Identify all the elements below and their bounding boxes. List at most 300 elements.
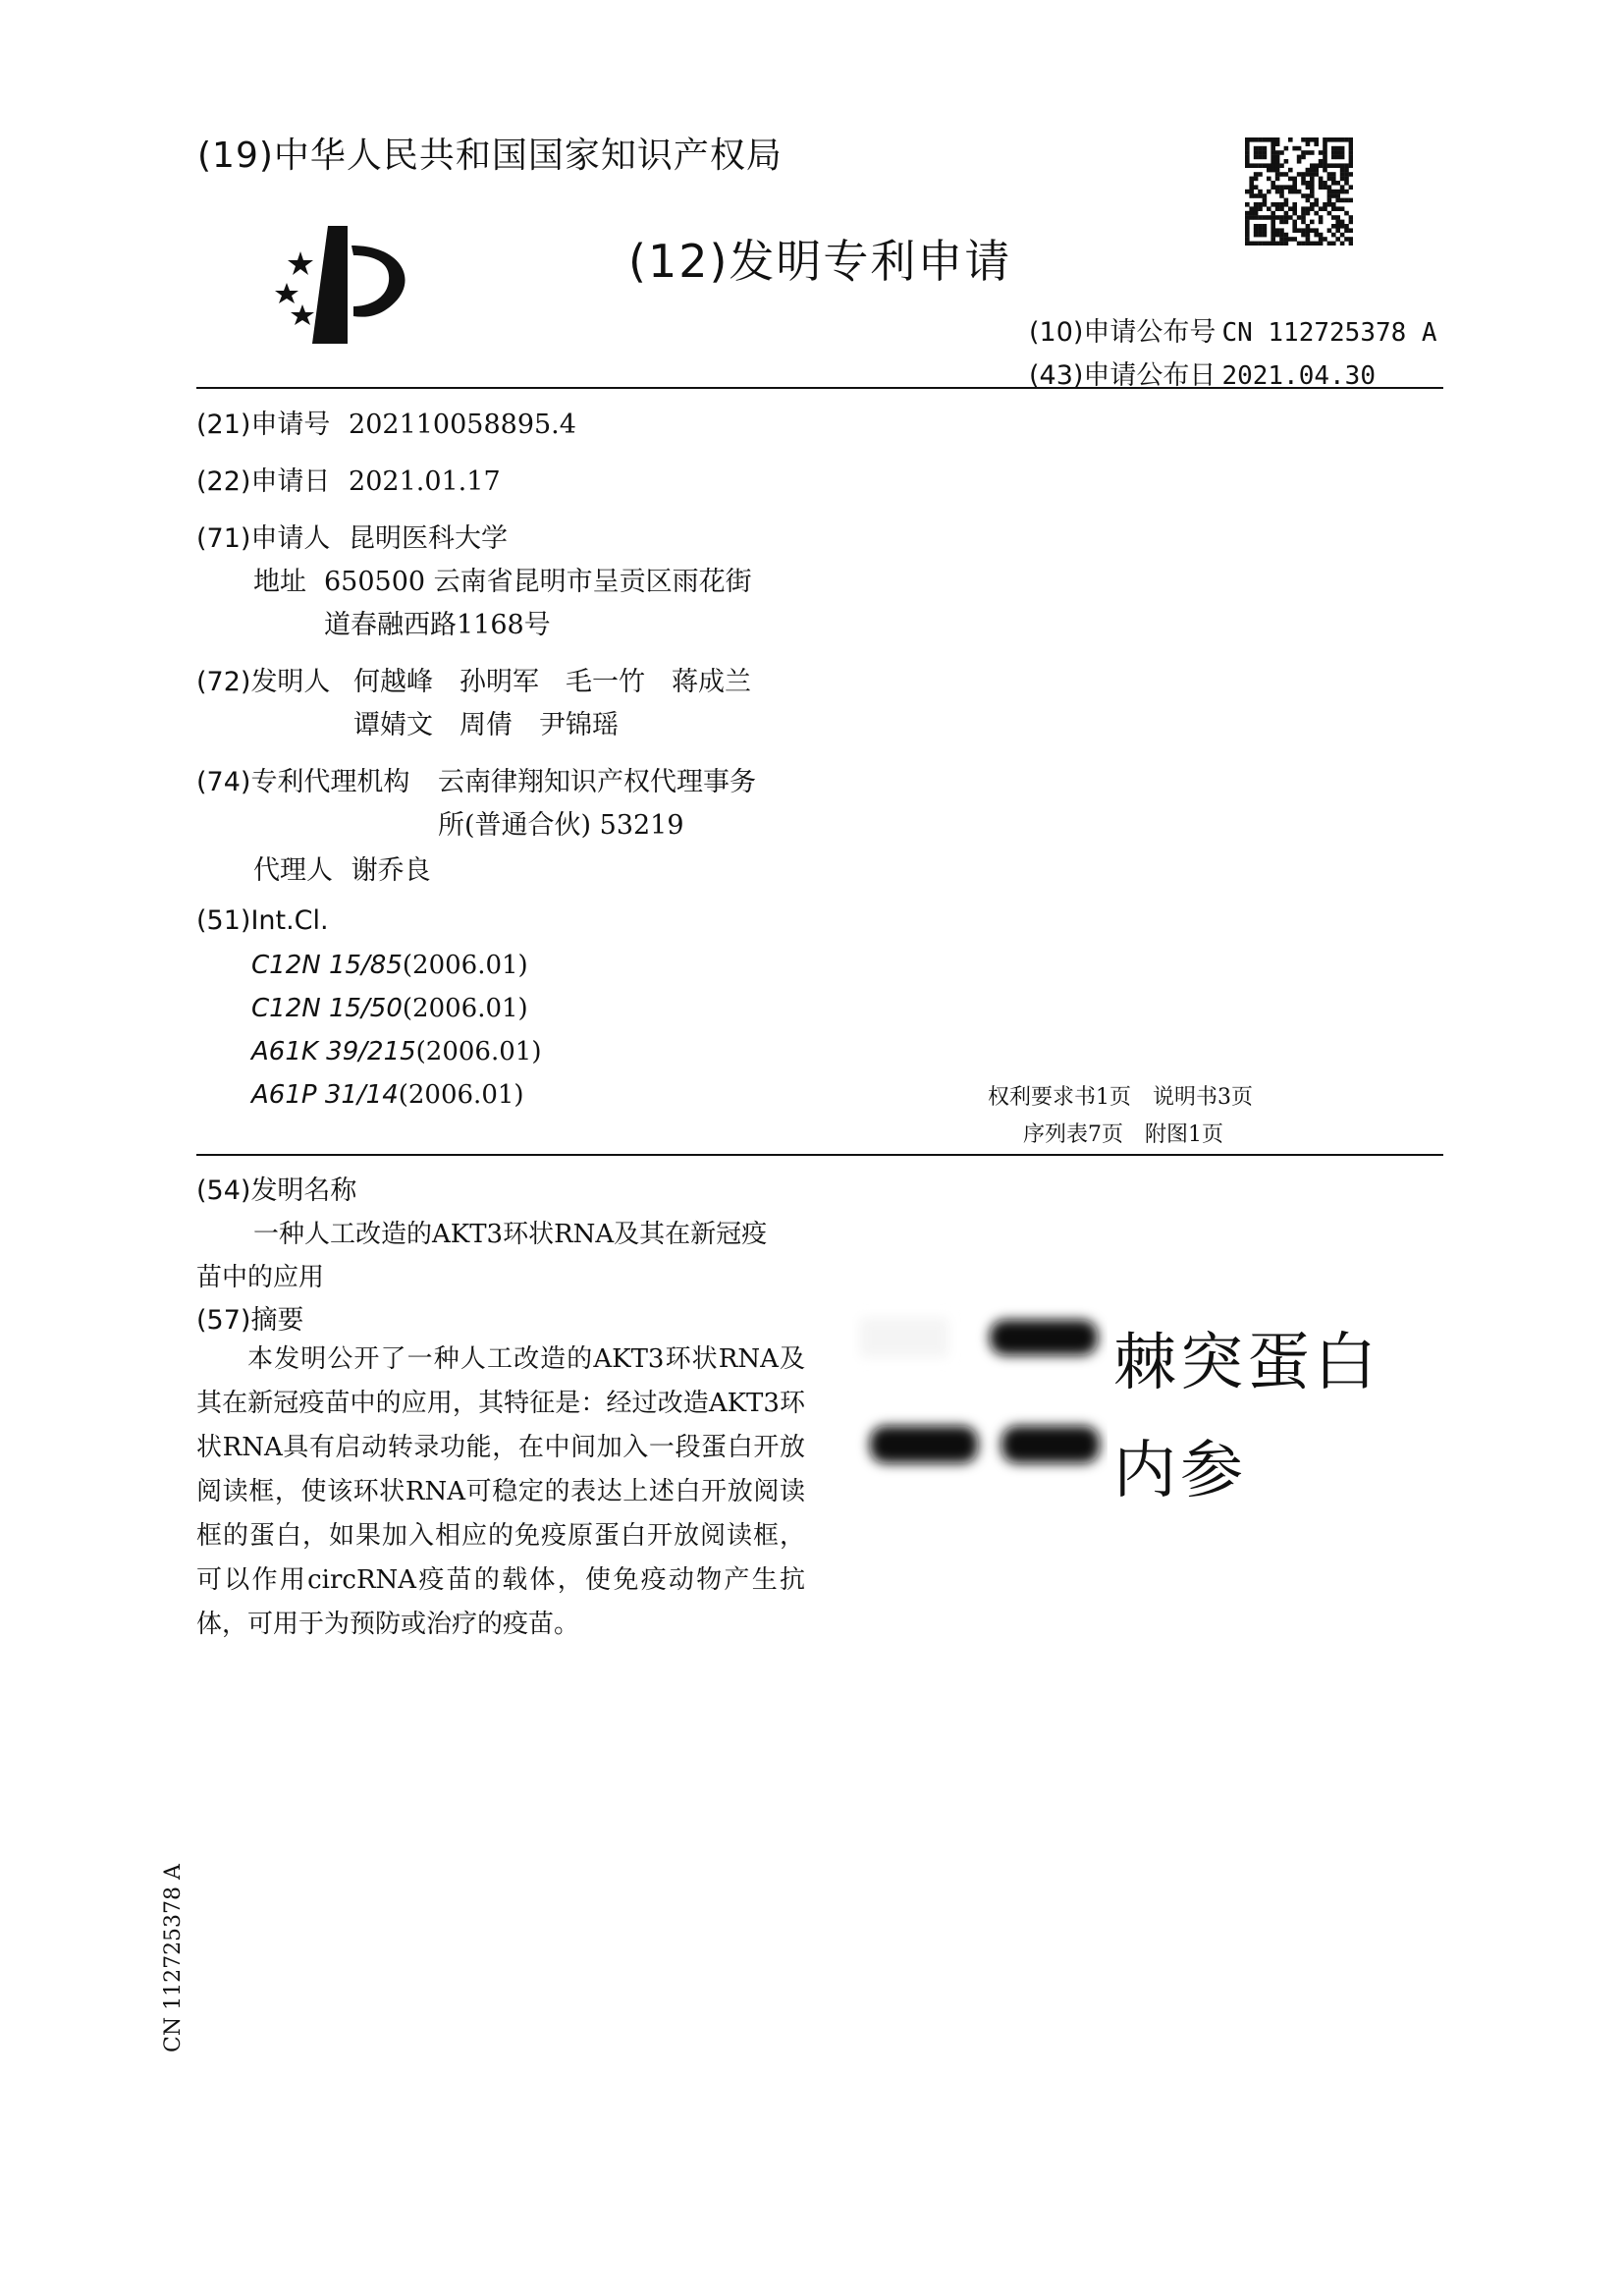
qr-module: [1292, 185, 1297, 190]
qr-module: [1267, 190, 1271, 194]
qr-module: [1267, 168, 1271, 173]
qr-module: [1258, 155, 1263, 160]
qr-module: [1275, 141, 1280, 146]
qr-module: [1314, 242, 1319, 246]
qr-module: [1310, 185, 1315, 190]
qr-module: [1263, 198, 1268, 203]
qr-module: [1327, 137, 1332, 142]
qr-module: [1279, 242, 1284, 246]
qr-module: [1297, 228, 1302, 233]
field-label: 摘要: [250, 1305, 304, 1336]
qr-module: [1349, 141, 1353, 146]
qr-module: [1245, 237, 1250, 242]
qr-module: [1344, 198, 1349, 203]
qr-module: [1292, 224, 1297, 229]
qr-module: [1275, 190, 1280, 194]
qr-module: [1249, 185, 1254, 190]
qr-module: [1301, 177, 1306, 182]
qr-module: [1319, 220, 1324, 225]
qr-module: [1310, 177, 1315, 182]
blot-band: [990, 1320, 1098, 1355]
qr-module: [1349, 198, 1353, 203]
qr-module: [1267, 242, 1271, 246]
qr-module: [1349, 150, 1353, 155]
qr-module: [1323, 137, 1327, 142]
inventors-line-1: 何越峰 孙明军 毛一竹 蒋成兰: [353, 667, 751, 697]
qr-module: [1271, 211, 1275, 216]
address-line-2: 道春融西路1168号: [324, 610, 551, 640]
qr-module: [1249, 181, 1254, 186]
qr-module: [1323, 206, 1327, 211]
qr-module: [1344, 228, 1349, 233]
agency-line-2: 所(普通合伙) 53219: [438, 810, 684, 841]
qr-module: [1275, 177, 1280, 182]
qr-module: [1279, 150, 1284, 155]
qr-module: [1335, 190, 1340, 194]
qr-module: [1297, 172, 1302, 177]
qr-module: [1327, 177, 1332, 182]
qr-module: [1335, 237, 1340, 242]
qr-module: [1263, 224, 1268, 229]
qr-module: [1310, 193, 1315, 198]
qr-module: [1310, 202, 1315, 207]
qr-module: [1263, 137, 1268, 142]
qr-module: [1340, 190, 1345, 194]
qr-module: [1254, 150, 1259, 155]
qr-module: [1258, 150, 1263, 155]
qr-module: [1335, 215, 1340, 220]
qr-module: [1275, 242, 1280, 246]
qr-module: [1323, 168, 1327, 173]
field-label: 申请人: [250, 523, 331, 554]
inventors-line-2: 谭婧文 周倩 尹锦瑶: [353, 710, 619, 740]
qr-module: [1271, 141, 1275, 146]
qr-module: [1323, 150, 1327, 155]
qr-module: [1271, 224, 1275, 229]
qr-module: [1275, 185, 1280, 190]
qr-module: [1271, 220, 1275, 225]
qr-module: [1249, 190, 1254, 194]
qr-module: [1279, 190, 1284, 194]
qr-module: [1254, 163, 1259, 168]
field-label: 申请日: [250, 466, 331, 497]
page-count-line-2: 序列表7页 附图1页: [1023, 1122, 1223, 1147]
qr-module: [1327, 228, 1332, 233]
qr-module: [1306, 193, 1311, 198]
qr-module: [1314, 172, 1319, 177]
qr-module: [1245, 137, 1250, 142]
qr-module: [1284, 159, 1289, 164]
qr-module: [1335, 193, 1340, 198]
qr-module: [1279, 163, 1284, 168]
qr-module: [1271, 159, 1275, 164]
qr-module: [1349, 228, 1353, 233]
qr-module: [1271, 168, 1275, 173]
qr-module: [1306, 206, 1311, 211]
qr-module: [1284, 233, 1289, 238]
qr-module: [1301, 206, 1306, 211]
filing-date: 2021.01.17: [349, 466, 501, 497]
qr-module: [1327, 242, 1332, 246]
inventors-field: [196, 660, 330, 698]
qr-module: [1335, 228, 1340, 233]
qr-module: [1271, 155, 1275, 160]
qr-module: [1258, 215, 1263, 220]
qr-module: [1275, 228, 1280, 233]
qr-module: [1254, 206, 1259, 211]
qr-module: [1254, 185, 1259, 190]
qr-module: [1310, 220, 1315, 225]
qr-module: [1267, 163, 1271, 168]
applicant-name: 昆明医科大学: [349, 523, 509, 554]
qr-module: [1331, 155, 1336, 160]
qr-module: [1297, 190, 1302, 194]
side-publication-number: CN 112725378 A: [161, 1864, 186, 2052]
qr-module: [1344, 172, 1349, 177]
qr-module: [1340, 206, 1345, 211]
qr-module: [1279, 206, 1284, 211]
qr-module: [1323, 202, 1327, 207]
field-code: (22): [196, 466, 251, 497]
qr-module: [1249, 215, 1254, 220]
qr-module: [1275, 163, 1280, 168]
qr-module: [1292, 228, 1297, 233]
qr-module: [1271, 163, 1275, 168]
office-name: (19)中华人民共和国国家知识产权局: [197, 136, 783, 176]
qr-module: [1306, 198, 1311, 203]
qr-module: [1319, 242, 1324, 246]
qr-module: [1284, 202, 1289, 207]
field-label: 发明人: [250, 667, 331, 697]
qr-module: [1292, 220, 1297, 225]
qr-module: [1306, 211, 1311, 216]
qr-module: [1306, 181, 1311, 186]
qr-module: [1275, 155, 1280, 160]
qr-module: [1275, 168, 1280, 173]
qr-module: [1340, 172, 1345, 177]
field-code: (21): [196, 410, 251, 440]
field-label: 专利代理机构: [250, 767, 410, 797]
qr-module: [1292, 211, 1297, 216]
qr-module: [1284, 172, 1289, 177]
qr-module: [1249, 163, 1254, 168]
qr-module: [1258, 193, 1263, 198]
qr-module: [1258, 228, 1263, 233]
qr-module: [1323, 141, 1327, 146]
application-number-field: [196, 403, 576, 441]
qr-module: [1331, 193, 1336, 198]
qr-module: [1327, 172, 1332, 177]
qr-module: [1340, 242, 1345, 246]
invention-title-line-1: 一种人工改造的AKT3环状RNA及其在新冠疫: [253, 1220, 768, 1249]
qr-module: [1245, 224, 1250, 229]
qr-module: [1323, 155, 1327, 160]
qr-module: [1249, 193, 1254, 198]
qr-module: [1271, 181, 1275, 186]
filing-date-field: [196, 460, 501, 498]
qr-module: [1275, 172, 1280, 177]
qr-module: [1258, 172, 1263, 177]
qr-module: [1314, 163, 1319, 168]
qr-module: [1254, 233, 1259, 238]
int-cl-field: [196, 905, 329, 936]
qr-module: [1349, 155, 1353, 160]
qr-module: [1245, 159, 1250, 164]
qr-module: [1306, 224, 1311, 229]
qr-module: [1349, 215, 1353, 220]
qr-module: [1314, 141, 1319, 146]
qr-module: [1340, 150, 1345, 155]
qr-module: [1258, 146, 1263, 151]
int-cl-code: A61K 39/215: [251, 1037, 416, 1066]
qr-module: [1258, 206, 1263, 211]
qr-module: [1310, 150, 1315, 155]
qr-module: [1254, 215, 1259, 220]
qr-module: [1249, 206, 1254, 211]
field-code: (74): [196, 767, 251, 797]
qr-module: [1297, 159, 1302, 164]
abstract-heading: [196, 1298, 303, 1337]
qr-module: [1335, 137, 1340, 142]
qr-module: [1271, 146, 1275, 151]
qr-module: [1327, 198, 1332, 203]
int-cl-item: [251, 994, 528, 1023]
qr-module: [1314, 211, 1319, 216]
qr-module: [1327, 211, 1332, 216]
qr-module: [1292, 202, 1297, 207]
qr-module: [1271, 233, 1275, 238]
qr-module: [1254, 193, 1259, 198]
qr-module: [1319, 181, 1324, 186]
qr-module: [1279, 220, 1284, 225]
qr-module: [1306, 172, 1311, 177]
qr-module: [1245, 155, 1250, 160]
qr-module: [1331, 215, 1336, 220]
qr-module: [1319, 206, 1324, 211]
qr-module: [1331, 181, 1336, 186]
qr-module: [1271, 215, 1275, 220]
qr-module: [1271, 202, 1275, 207]
qr-module: [1271, 150, 1275, 155]
qr-module: [1284, 146, 1289, 151]
qr-module: [1319, 233, 1324, 238]
qr-module: [1254, 211, 1259, 216]
qr-module: [1335, 150, 1340, 155]
qr-module: [1245, 211, 1250, 216]
qr-module: [1254, 146, 1259, 151]
address-label: 地址: [253, 567, 306, 597]
qr-module: [1335, 163, 1340, 168]
qr-module: [1331, 172, 1336, 177]
blot-row-label-control: 内参: [1113, 1435, 1247, 1507]
field-code: (51): [196, 905, 251, 936]
qr-module: [1310, 172, 1315, 177]
qr-module: [1258, 190, 1263, 194]
qr-module: [1306, 228, 1311, 233]
field-label: 代理人: [253, 855, 333, 886]
qr-module: [1319, 215, 1324, 220]
field-label: 发明名称: [250, 1175, 357, 1206]
qr-module: [1271, 137, 1275, 142]
qr-module: [1331, 233, 1336, 238]
qr-module: [1331, 137, 1336, 142]
qr-module: [1267, 215, 1271, 220]
qr-module: [1344, 168, 1349, 173]
publication-number-label: (10)申请公布号: [1029, 317, 1216, 348]
qr-module: [1249, 211, 1254, 216]
qr-module: [1301, 181, 1306, 186]
qr-module: [1263, 150, 1268, 155]
qr-code-icon: [1245, 137, 1353, 246]
qr-module: [1288, 190, 1293, 194]
qr-module: [1335, 198, 1340, 203]
qr-module: [1335, 224, 1340, 229]
field-code: (72): [196, 667, 251, 697]
qr-module: [1310, 206, 1315, 211]
qr-module: [1297, 215, 1302, 220]
qr-module: [1267, 206, 1271, 211]
qr-module: [1245, 146, 1250, 151]
qr-module: [1344, 137, 1349, 142]
qr-module: [1301, 233, 1306, 238]
qr-module: [1292, 146, 1297, 151]
qr-module: [1349, 220, 1353, 225]
int-cl-item: [251, 1080, 524, 1110]
int-cl-item: [251, 951, 528, 980]
qr-module: [1279, 228, 1284, 233]
qr-module: [1306, 233, 1311, 238]
qr-module: [1301, 211, 1306, 216]
qr-module: [1310, 163, 1315, 168]
body-divider: [196, 1154, 1443, 1156]
qr-module: [1310, 242, 1315, 246]
int-cl-code: C12N 15/85: [251, 951, 403, 980]
qr-module: [1258, 163, 1263, 168]
cnipa-logo-icon: [273, 224, 422, 346]
qr-module: [1314, 202, 1319, 207]
invention-title-line-2: 苗中的应用: [196, 1263, 325, 1292]
qr-module: [1349, 172, 1353, 177]
qr-module: [1275, 159, 1280, 164]
qr-module: [1279, 185, 1284, 190]
qr-module: [1331, 146, 1336, 151]
qr-module: [1323, 237, 1327, 242]
qr-module: [1254, 172, 1259, 177]
agency-line-1: 云南律翔知识产权代理事务: [438, 767, 756, 797]
qr-module: [1331, 177, 1336, 182]
qr-module: [1263, 228, 1268, 233]
publication-number: CN 112725378 A: [1221, 318, 1437, 348]
qr-module: [1306, 150, 1311, 155]
qr-module: [1258, 137, 1263, 142]
qr-module: [1301, 172, 1306, 177]
qr-module: [1249, 137, 1254, 142]
qr-module: [1263, 242, 1268, 246]
qr-module: [1292, 237, 1297, 242]
qr-module: [1288, 215, 1293, 220]
field-code: (54): [196, 1175, 251, 1206]
applicant-field: [196, 517, 508, 555]
qr-module: [1279, 215, 1284, 220]
qr-module: [1279, 172, 1284, 177]
qr-module: [1254, 228, 1259, 233]
qr-module: [1275, 206, 1280, 211]
publication-date-label: (43)申请公布日: [1029, 360, 1216, 391]
qr-module: [1319, 150, 1324, 155]
qr-module: [1340, 177, 1345, 182]
qr-module: [1267, 137, 1271, 142]
qr-module: [1319, 185, 1324, 190]
qr-module: [1340, 185, 1345, 190]
qr-module: [1349, 146, 1353, 151]
qr-module: [1344, 190, 1349, 194]
qr-module: [1292, 181, 1297, 186]
qr-module: [1310, 181, 1315, 186]
qr-module: [1319, 237, 1324, 242]
qr-module: [1263, 202, 1268, 207]
qr-module: [1271, 242, 1275, 246]
title-heading: [196, 1169, 356, 1207]
qr-module: [1335, 220, 1340, 225]
publication-number-row: [1029, 310, 1437, 349]
qr-module: [1275, 137, 1280, 142]
qr-module: [1314, 233, 1319, 238]
int-cl-year: (2006.01): [398, 1080, 524, 1110]
qr-module: [1279, 233, 1284, 238]
qr-module: [1258, 202, 1263, 207]
qr-module: [1340, 137, 1345, 142]
qr-module: [1323, 146, 1327, 151]
qr-module: [1263, 146, 1268, 151]
qr-module: [1306, 137, 1311, 142]
qr-module: [1254, 137, 1259, 142]
header-divider: [196, 387, 1443, 389]
qr-module: [1335, 146, 1340, 151]
qr-module: [1340, 220, 1345, 225]
int-cl-item: [251, 1037, 541, 1066]
int-cl-year: (2006.01): [402, 994, 528, 1023]
qr-module: [1310, 168, 1315, 173]
qr-module: [1349, 137, 1353, 142]
qr-module: [1327, 193, 1332, 198]
qr-module: [1245, 190, 1250, 194]
qr-module: [1310, 228, 1315, 233]
qr-module: [1301, 242, 1306, 246]
qr-module: [1245, 202, 1250, 207]
qr-module: [1327, 190, 1332, 194]
agency-field: [196, 760, 409, 798]
qr-module: [1249, 177, 1254, 182]
qr-module: [1349, 185, 1353, 190]
qr-module: [1292, 190, 1297, 194]
qr-module: [1349, 242, 1353, 246]
qr-module: [1340, 155, 1345, 160]
field-code: (57): [196, 1305, 251, 1336]
blot-band: [1001, 1426, 1100, 1463]
qr-module: [1245, 215, 1250, 220]
qr-module: [1284, 211, 1289, 216]
qr-module: [1275, 150, 1280, 155]
qr-module: [1344, 237, 1349, 242]
qr-module: [1271, 228, 1275, 233]
qr-module: [1335, 155, 1340, 160]
qr-module: [1306, 168, 1311, 173]
qr-module: [1297, 242, 1302, 246]
publication-date: 2021.04.30: [1221, 361, 1376, 391]
qr-module: [1288, 168, 1293, 173]
int-cl-year: (2006.01): [402, 951, 528, 980]
western-blot-figure: [852, 1298, 1108, 1495]
